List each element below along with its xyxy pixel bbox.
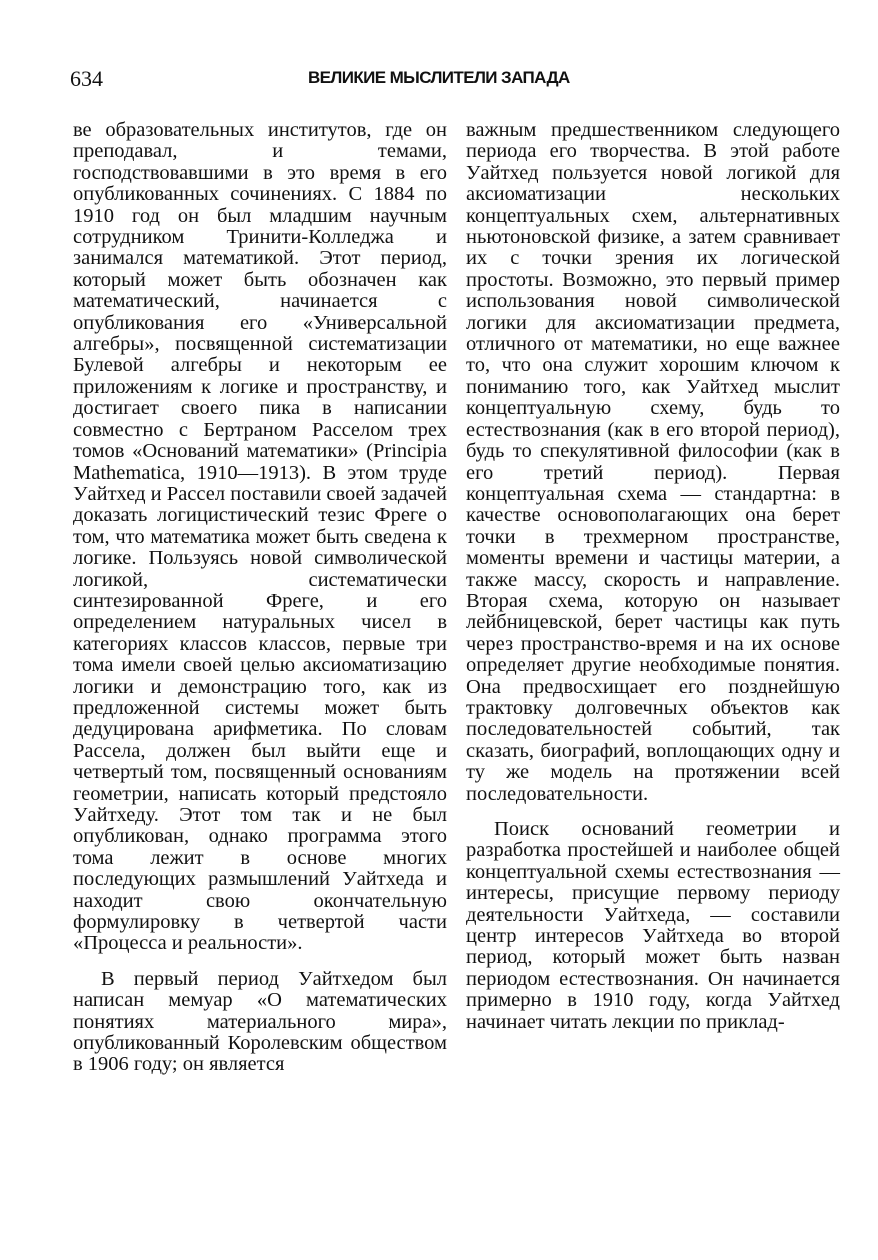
page-header xyxy=(0,0,878,120)
running-head: ВЕЛИКИЕ МЫСЛИТЕЛИ ЗАПАДА xyxy=(308,68,570,87)
left-paragraph-2: В первый период Уайтхедом был написан мемуар «О математических понятиях материального мира», опубликованный Королевским обществом в 1906 году; он является xyxy=(73,967,447,1076)
page-number: 634 xyxy=(70,66,103,91)
right-column xyxy=(466,120,840,1047)
right-paragraph-2: Поиск оснований геометрии и разработка простейшей и наиболее общей концептуальной схемы естествознания — интересы, присущие первому периоду деятельности Уайтхеда, — составили центр интересов Уайтхеда во второй период, который может быть назван периодом естествознания. Он начинается примерно в 1910 году, когда Уайтхед начинает читать лекции по приклад- xyxy=(466,818,840,1033)
right-paragraph-1: важным предшественником следующего периода его творчества. В этой работе Уайтхед пользуется новой логикой для аксиоматизации нескольких концептуальных схем, альтернативных ньютоновской физике, а затем сравнивает их с точки зрения их логической простоты. Возможно, это первый пример использования новой символической логики для аксиоматизации предмета, отличного от математики, но еще важнее то, что она служит хорошим ключом к пониманию того, как Уайтхед мыслит концептуальную схему, будь то естествознания (как в его второй период), будь то спекулятивной философии (как в его третий период). Первая концептуальная схема — стандартна: в качестве основополагающих она берет точки в трехмерном пространстве, моменты времени и частицы материи, а также массу, скорость и направление. Вторая схема, которую он называет лейбницевской, берет частицы как путь через пространство-время и на их основе определяет другие необходимые понятия. Она предвосхищает его позднейшую трактовку долговечных объектов как последовательностей событий, так сказать, биографий, воплощающих одну и ту же модель на протяжении всей последовательности. xyxy=(466,119,840,805)
left-column xyxy=(73,120,447,1090)
left-paragraph-1: ве образовательных институтов, где он преподавал, и темами, господствовавшими в это время в его опубликованных сочинениях. С 1884 по 1910 год он был младшим научным сотрудником Тринити-Колледжа и занимался математикой. Этот период, который может быть обозначен как математический, начинается с опубликования его «Универсальной алгебры», посвященной систематизации Булевой алгебры и некоторым ее приложениям к логике и пространству, и достигает своего пика в написании совместно с Бертраном Расселом трех томов «Оснований математики» (Principia Mathematica, 1910—1913). В этом труде Уайтхед и Рассел поставили своей задачей доказать логицистический тезис Фреге о том, что математика может быть сведена к логике. Пользуясь новой символической логикой, систематически синтезированной Фреге, и его определением натуральных чисел в категориях классов классов, первые три тома имели своей целью аксиоматизацию логики и демонстрацию того, как из предложенной системы может быть дедуцирована арифметика. По словам Рассела, должен был выйти еще и четвертый том, посвященный основаниям геометрии, написать который предстояло Уайтхеду. Этот том так и не был опубликован, однако программа этого тома лежит в основе многих последующих размышлений Уайтхеда и находит свою окончательную формулировку в четвертой части «Процесса и реальности». xyxy=(73,119,447,955)
